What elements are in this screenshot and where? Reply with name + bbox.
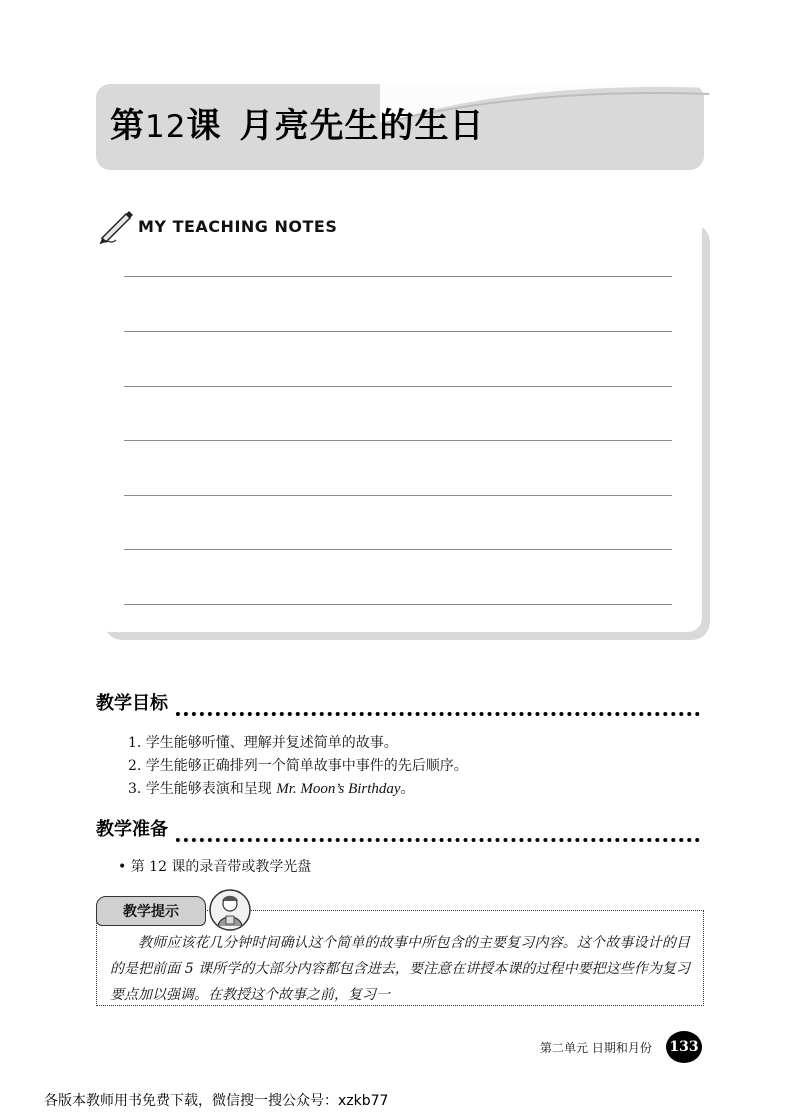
teaching-tip-text: 教师应该花几分钟时间确认这个简单的故事中所包含的主要复习内容。这个故事设计的目的是把前面 5 课所学的大部分内容都包含进去，要注意在讲授本课的过程中要把这些作为复习要点加以强调。在教授这个故事之前，复习一 xyxy=(110,935,690,1003)
teaching-notes-box xyxy=(96,216,702,632)
objectives-heading xyxy=(96,692,700,720)
objective-text-end: 。 xyxy=(400,781,415,797)
note-line[interactable] xyxy=(124,495,672,496)
lesson-title xyxy=(110,98,484,154)
objective-text: 3. 学生能够表演和呈现 xyxy=(128,781,277,797)
preparation-heading-label: 教学准备 xyxy=(96,818,172,842)
note-line[interactable] xyxy=(124,604,672,605)
teaching-tip-label: 教学提示 xyxy=(123,904,179,920)
watermark-text: 各版本教师用书免费下载，微信搜一搜公众号：xzkb77 xyxy=(44,1093,389,1109)
teacher-avatar-icon xyxy=(208,888,252,932)
notes-title: MY TEACHING NOTES xyxy=(138,216,338,236)
story-title: Mr. Moon’s Birthday xyxy=(276,781,401,797)
lesson-name: 月亮先生的生日 xyxy=(239,106,485,146)
notes-header xyxy=(96,204,337,248)
lesson-number: 12 xyxy=(145,109,187,145)
pen-icon xyxy=(96,206,136,246)
preparation-item: • 第 12 课的录音带或教学光盘 xyxy=(118,859,312,875)
note-line[interactable] xyxy=(124,276,672,277)
note-line[interactable] xyxy=(124,331,672,332)
note-line[interactable] xyxy=(124,440,672,441)
dotted-rule xyxy=(96,712,700,716)
objectives-heading-label: 教学目标 xyxy=(96,692,172,716)
objective-item xyxy=(128,778,415,800)
page-number: 133 xyxy=(669,1039,699,1055)
dotted-rule xyxy=(96,838,700,842)
unit-label: 第二单元 日期和月份 xyxy=(540,1041,652,1055)
objective-item: 1. 学生能够听懂、理解并复述简单的故事。 xyxy=(128,735,398,751)
page-number-badge xyxy=(666,1031,702,1063)
teaching-tip-tab xyxy=(96,896,206,926)
objective-item: 2. 学生能够正确排列一个简单故事中事件的先后顺序。 xyxy=(128,758,468,774)
note-line[interactable] xyxy=(124,386,672,387)
preparation-heading xyxy=(96,818,700,846)
lesson-prefix: 第 xyxy=(110,106,145,146)
note-line[interactable] xyxy=(124,549,672,550)
lesson-suffix: 课 xyxy=(186,106,222,146)
